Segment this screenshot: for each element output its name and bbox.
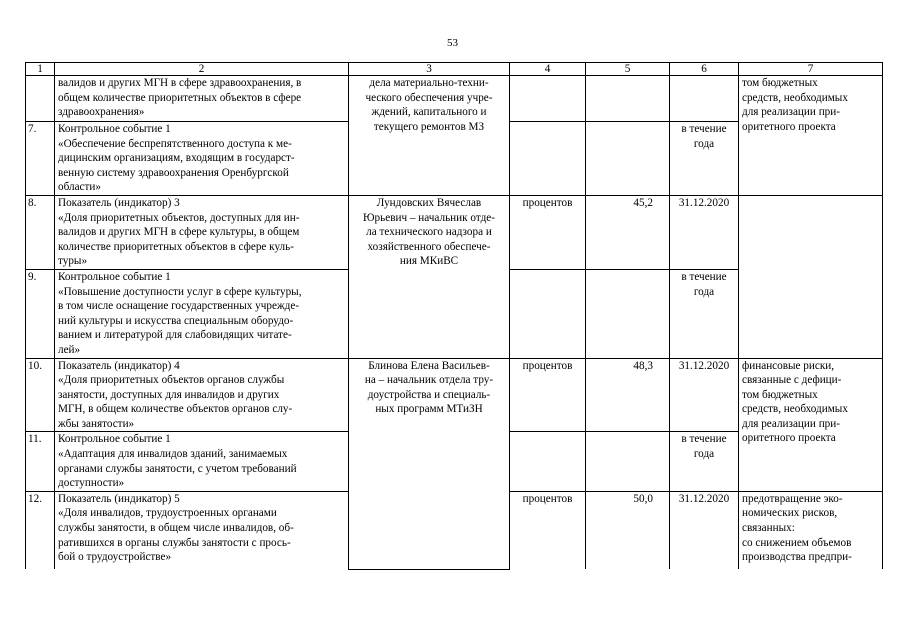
event-description xyxy=(55,195,349,269)
row-number: 10. xyxy=(26,358,55,432)
description-line: валидов и других МГН в сфере здравоохранения, в xyxy=(58,77,302,89)
unit-of-measure: процентов xyxy=(510,358,586,432)
unit-of-measure: процентов xyxy=(510,491,586,569)
unit-of-measure xyxy=(510,269,586,358)
row-number: 7. xyxy=(26,122,55,196)
description-line: «Обеспечение беспрепятственного доступа к ме- xyxy=(58,137,292,150)
responsible-line: на – начальник отдела тру- xyxy=(364,374,494,387)
deadline-line: в течение xyxy=(681,270,727,283)
responsible-line: хозяйственного обеспече- xyxy=(367,240,491,253)
deadline xyxy=(670,122,739,196)
deadline-line: в течение xyxy=(681,433,727,446)
description-line: «Доля инвалидов, трудоустроенных органами xyxy=(58,507,277,520)
responsible-line: ния МКиВС xyxy=(399,255,459,268)
description-line: «Доля приоритетных объектов органов службы xyxy=(58,374,285,387)
page-number: 53 xyxy=(447,37,458,49)
column-header: 5 xyxy=(586,63,670,76)
plan-table xyxy=(25,62,883,570)
event-description xyxy=(55,432,349,491)
description-line: области» xyxy=(58,181,101,194)
event-description xyxy=(55,76,349,122)
responsible-line: ческого обеспечения учре- xyxy=(365,91,493,104)
unit-of-measure xyxy=(510,432,586,491)
target-value xyxy=(586,76,670,122)
deadline-line: года xyxy=(693,285,715,298)
description-line: «Адаптация для инвалидов зданий, занимаемых xyxy=(58,448,288,461)
row-number: 12. xyxy=(26,491,55,569)
target-value: 50,0 xyxy=(586,491,670,569)
risk-line: оритетного проекта xyxy=(742,432,836,445)
responsible-executor xyxy=(349,76,510,196)
deadline-line: года xyxy=(693,448,715,461)
responsible-line: ных программ МТиЗН xyxy=(375,403,483,416)
table-row xyxy=(26,358,883,432)
responsible-line: ждений, капитального и xyxy=(371,106,487,119)
description-line: дицинским организациям, входящим в государст- xyxy=(58,152,295,165)
deadline xyxy=(670,491,739,569)
risk-line: связанных: xyxy=(742,522,795,535)
description-line: здравоохранения» xyxy=(58,106,145,119)
target-value xyxy=(586,269,670,358)
deadline-line: в течение xyxy=(681,123,727,135)
description-line: бой о трудоустройстве» xyxy=(58,551,172,564)
description-line: ванием и литературой для слабовидящих читате- xyxy=(58,329,292,342)
deadline xyxy=(670,76,739,122)
deadline-line: года xyxy=(693,137,715,150)
responsible-line: ла технического надзора и xyxy=(366,226,492,239)
unit-of-measure xyxy=(510,122,586,196)
risk-line: со снижением объемов xyxy=(742,536,852,549)
target-value: 48,3 xyxy=(586,358,670,432)
risk-line: производства предпри- xyxy=(742,551,852,564)
deadline-line: 31.12.2020 xyxy=(678,492,730,505)
deadline xyxy=(670,358,739,432)
deadline-line: 31.12.2020 xyxy=(678,196,730,209)
risk-line: финансовые риски, xyxy=(742,359,835,372)
responsible-line: Лундовских Вячеслав xyxy=(376,196,482,209)
event-description xyxy=(55,122,349,196)
column-header: 7 xyxy=(739,63,883,76)
risk-line: для реализации при- xyxy=(742,106,840,119)
column-header: 2 xyxy=(55,63,349,76)
target-value xyxy=(586,122,670,196)
column-header: 3 xyxy=(349,63,510,76)
description-line: «Доля приоритетных объектов, доступных для ин- xyxy=(58,211,300,224)
responsible-line: дела материально-техни- xyxy=(369,77,489,89)
risk-line: номических рисков, xyxy=(742,507,838,520)
table-row xyxy=(26,76,883,122)
responsible-executor xyxy=(349,195,510,358)
risk-description xyxy=(739,358,883,491)
responsible-executor xyxy=(349,358,510,569)
description-line: ний культуры и искусства специальным оборудо- xyxy=(58,314,294,327)
target-value xyxy=(586,432,670,491)
row-number: 9. xyxy=(26,269,55,358)
description-line: в том числе оснащение государственных учрежде- xyxy=(58,300,300,313)
row-number: 11. xyxy=(26,432,55,491)
deadline-line: 31.12.2020 xyxy=(678,359,730,372)
description-line: Контрольное событие 1 xyxy=(58,123,171,135)
responsible-line: Юрьевич – начальник отде- xyxy=(363,211,495,224)
risk-line: для реализации при- xyxy=(742,417,840,430)
table-row xyxy=(26,195,883,269)
description-line: МГН, в общем количестве объектов органов слу- xyxy=(58,403,293,416)
event-description xyxy=(55,491,349,569)
row-number: 8. xyxy=(26,195,55,269)
deadline xyxy=(670,432,739,491)
column-header: 4 xyxy=(510,63,586,76)
description-line: доступности» xyxy=(58,477,125,490)
description-line: органами службы занятости, с учетом требований xyxy=(58,462,297,475)
description-line: Контрольное событие 1 xyxy=(58,270,171,283)
risk-description xyxy=(739,491,883,569)
description-line: Показатель (индикатор) 3 xyxy=(58,196,180,209)
row-number xyxy=(26,76,55,122)
description-line: Контрольное событие 1 xyxy=(58,433,171,446)
description-line: жбы занятости» xyxy=(58,417,135,430)
risk-line: оритетного проекта xyxy=(742,120,836,133)
column-header: 1 xyxy=(26,63,55,76)
description-line: венную систему здравоохранения Оренбургской xyxy=(58,166,289,179)
risk-line: средств, необходимых xyxy=(742,91,848,104)
risk-line: том бюджетных xyxy=(742,77,818,89)
description-line: лей» xyxy=(58,343,81,356)
risk-line: предотвращение эко- xyxy=(742,492,843,505)
description-line: службы занятости, в общем числе инвалидов, об- xyxy=(58,522,294,535)
risk-line: средств, необходимых xyxy=(742,403,848,416)
risk-line: том бюджетных xyxy=(742,388,818,401)
description-line: валидов и других МГН в сфере культуры, в общем xyxy=(58,226,300,239)
description-line: занятости, доступных для инвалидов и других xyxy=(58,388,280,401)
unit-of-measure xyxy=(510,76,586,122)
description-line: туры» xyxy=(58,255,88,268)
deadline xyxy=(670,195,739,269)
event-description xyxy=(55,269,349,358)
deadline xyxy=(670,269,739,358)
responsible-line: Блинова Елена Васильев- xyxy=(368,359,490,372)
unit-of-measure: процентов xyxy=(510,195,586,269)
column-header: 6 xyxy=(670,63,739,76)
description-line: «Повышение доступности услуг в сфере культуры, xyxy=(58,285,302,298)
risk-description xyxy=(739,195,883,358)
description-line: количестве приоритетных объектов в сфере куль- xyxy=(58,240,294,253)
column-number-row xyxy=(26,63,883,76)
responsible-line: текущего ремонтов МЗ xyxy=(373,120,485,133)
event-description xyxy=(55,358,349,432)
responsible-line: доустройства и специаль- xyxy=(367,388,491,401)
description-line: общем количестве приоритетных объектов в сфере xyxy=(58,91,302,104)
target-value: 45,2 xyxy=(586,195,670,269)
description-line: Показатель (индикатор) 4 xyxy=(58,359,180,372)
description-line: ратившихся в органы службы занятости с прось- xyxy=(58,536,291,549)
description-line: Показатель (индикатор) 5 xyxy=(58,492,180,505)
risk-description xyxy=(739,76,883,196)
risk-line: связанные с дефици- xyxy=(742,374,842,387)
